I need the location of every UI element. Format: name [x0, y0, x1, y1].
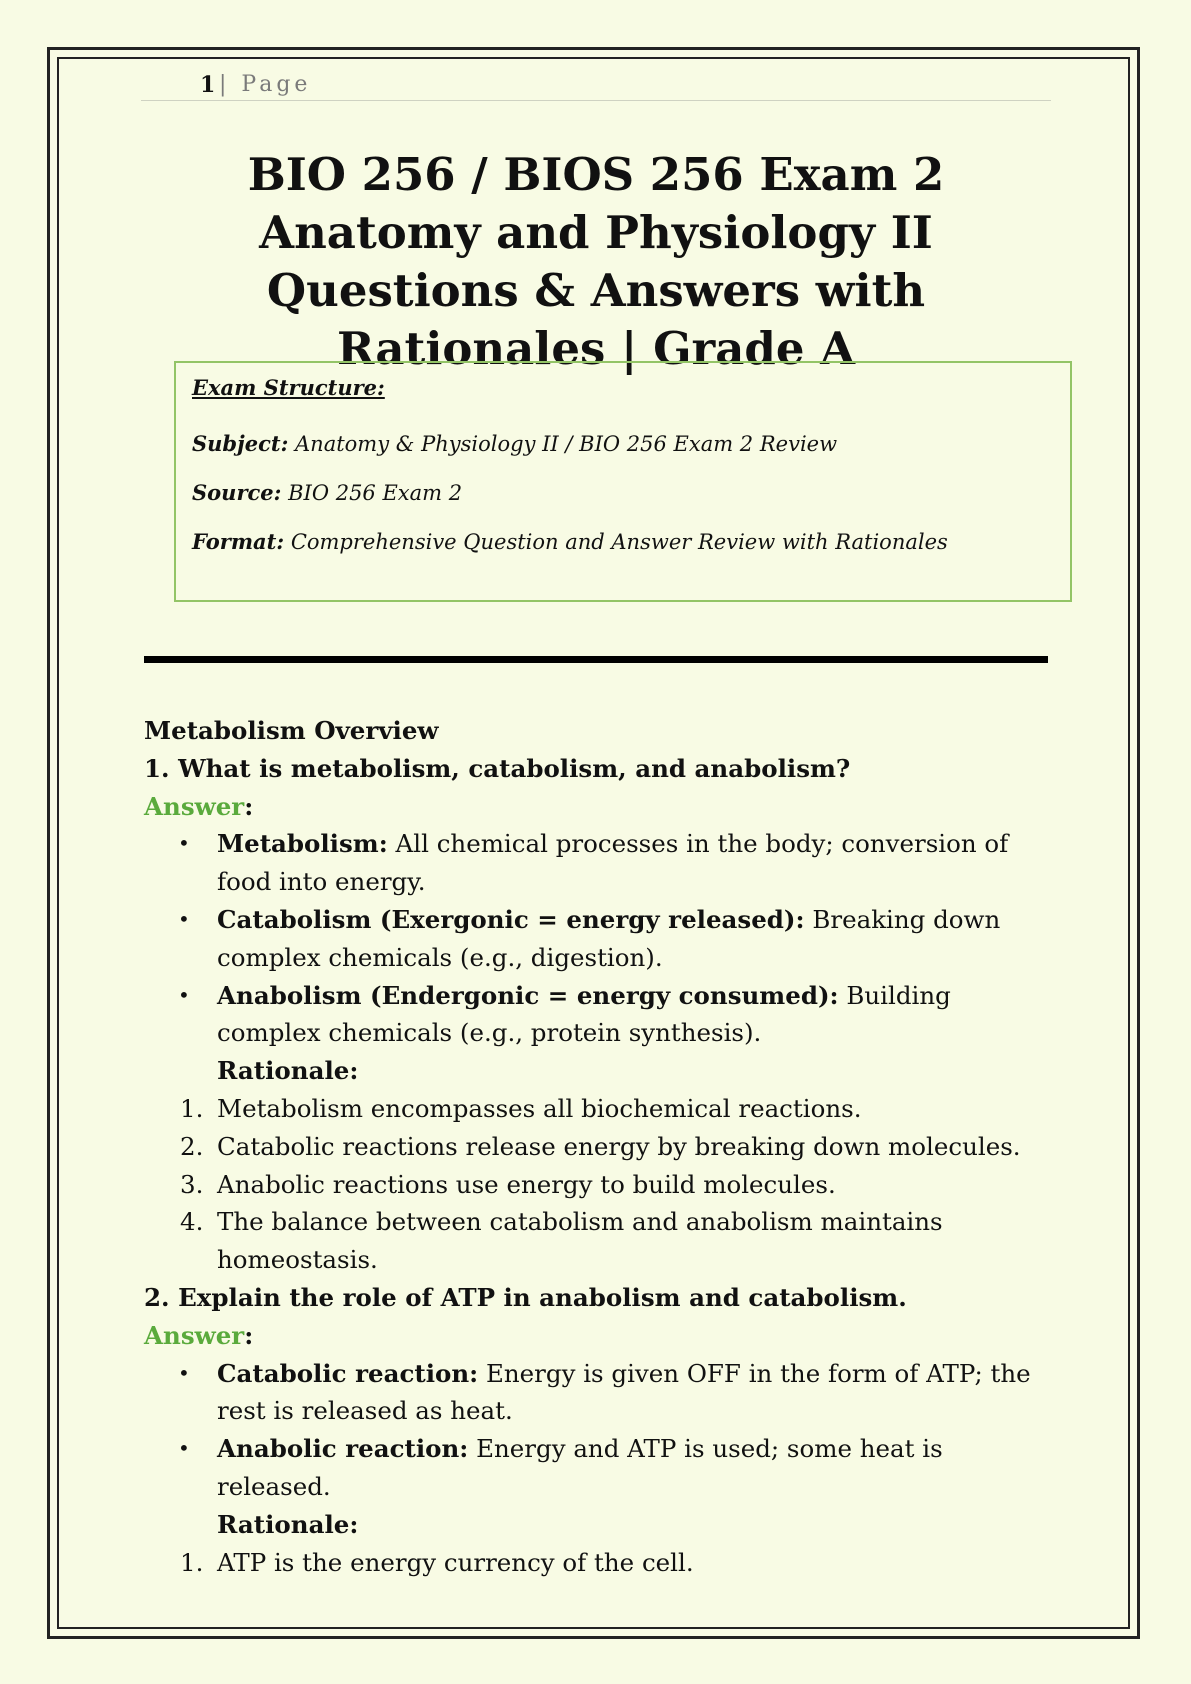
document-content	[144, 712, 1054, 1581]
document-title: BIO 256 / BIOS 256 Exam 2 Anatomy and Physiology II Questions & Answers with Rationales | Grade A	[247, 148, 945, 375]
bullet-term: Anabolism (Endergonic = energy consumed):	[217, 980, 839, 1010]
rationale-list-1	[144, 1090, 1054, 1279]
answer-heading-2	[144, 1317, 1054, 1355]
list-item	[144, 1355, 1054, 1431]
source-value: BIO 256 Exam 2	[288, 481, 463, 505]
bullet-term: Catabolism (Exergonic = energy released):	[217, 904, 805, 934]
item-text: The balance between catabolism and anabolism maintains homeostasis.	[217, 1207, 943, 1275]
list-item	[144, 825, 1054, 901]
item-number: 1.	[180, 1547, 204, 1577]
item-text: ATP is the energy currency of the cell.	[217, 1547, 694, 1577]
bullet-text: Building complex chemicals (e.g., protein synthesis).	[217, 980, 951, 1048]
bullet-term: Catabolic reaction:	[217, 1358, 479, 1388]
subject-label: Subject:	[192, 431, 289, 456]
question-1: 1. What is metabolism, catabolism, and anabolism?	[144, 753, 851, 783]
exam-structure-heading: Exam Structure:	[192, 375, 385, 400]
exam-structure-box	[174, 361, 1072, 602]
answer-list-1	[144, 825, 1054, 1052]
page-label: | Page	[219, 72, 312, 97]
list-item	[144, 1090, 1054, 1128]
format-row	[192, 529, 948, 554]
list-item	[144, 1544, 1054, 1582]
rationale-heading-1: Rationale:	[217, 1056, 359, 1086]
bullet-text: Energy is given OFF in the form of ATP; the rest is released as heat.	[217, 1358, 1031, 1426]
format-value: Comprehensive Question and Answer Review with Rationales	[290, 530, 948, 554]
bullet-text: All chemical processes in the body; conversion of food into energy.	[217, 829, 1009, 897]
list-item	[144, 901, 1054, 977]
page-header	[141, 70, 1051, 101]
section-title: Metabolism Overview	[144, 716, 439, 745]
answer-colon: :	[244, 1320, 254, 1350]
bullet-term: Anabolic reaction:	[217, 1434, 469, 1464]
answer-list-2	[144, 1355, 1054, 1506]
source-label: Source:	[192, 480, 282, 505]
item-number: 2.	[180, 1131, 204, 1161]
answer-heading-1	[144, 788, 1054, 826]
bullet-term: Metabolism:	[217, 829, 388, 859]
section-divider	[144, 656, 1048, 663]
page-number: 1	[200, 72, 216, 98]
answer-label: Answer	[144, 1320, 245, 1350]
item-number: 1.	[180, 1093, 204, 1123]
answer-label: Answer	[144, 791, 245, 821]
question-2: 2. Explain the role of ATP in anabolism and catabolism.	[144, 1282, 907, 1312]
item-text: Catabolic reactions release energy by breaking down molecules.	[217, 1131, 1021, 1161]
answer-colon: :	[244, 791, 254, 821]
source-row	[192, 480, 462, 505]
bullet-text: Breaking down complex chemicals (e.g., digestion).	[217, 904, 1001, 972]
list-item	[144, 1128, 1054, 1166]
list-item	[144, 1430, 1054, 1506]
subject-row	[192, 431, 837, 456]
rationale-heading-2: Rationale:	[217, 1509, 359, 1539]
list-item	[144, 977, 1054, 1053]
subject-value: Anatomy & Physiology II / BIO 256 Exam 2 Review	[295, 432, 838, 456]
list-item	[144, 1166, 1054, 1204]
item-text: Anabolic reactions use energy to build molecules.	[217, 1169, 836, 1199]
list-item	[144, 1203, 1054, 1279]
item-number: 3.	[180, 1169, 204, 1199]
rationale-list-2	[144, 1544, 1054, 1582]
item-text: Metabolism encompasses all biochemical reactions.	[217, 1093, 862, 1123]
item-number: 4.	[180, 1207, 204, 1237]
bullet-text: Energy and ATP is used; some heat is released.	[217, 1434, 943, 1501]
format-label: Format:	[192, 529, 285, 554]
